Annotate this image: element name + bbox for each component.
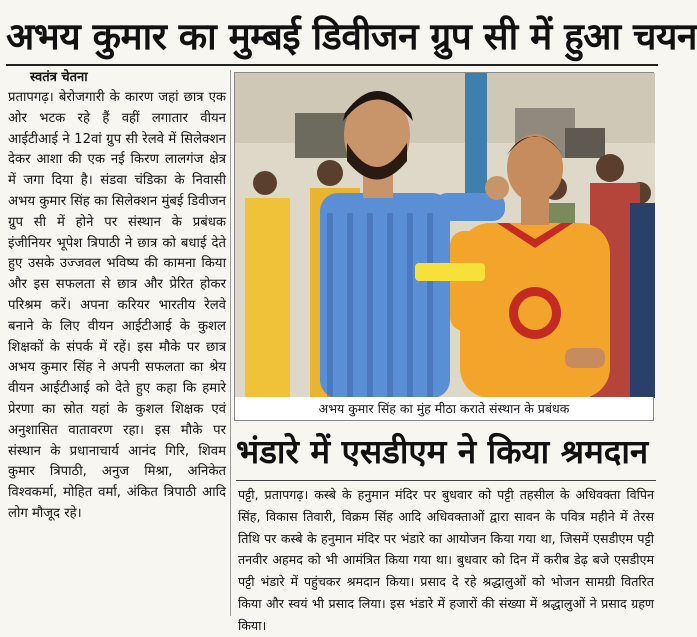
- left-article: [8, 68, 226, 614]
- headline-rule: [6, 64, 658, 66]
- column-divider: [230, 70, 231, 616]
- article-byline: स्वतंत्र चेतना: [30, 70, 88, 85]
- left-article-body: प्रतापगढ़। बेरोजगारी के कारण जहां छात्र एक ओर भटक रहे हैं वहीं लगातार वीयन आईटीआई ने 12वां ग्रुप सी रेलवे में सिलेक्शन देकर आशा की एक नई किरण लालगंज क्षेत्र में जगा दिया है। संडवा चंडिका के निवासी अभय कुमार सिंह का सिलेक्शन मुंबई डिवीजन ग्रुप सी में होने पर संस्थान के प्रबंधक इंजीनियर भूपेश त्रिपाठी ने छात्र को बधाई देते हुए उसके उज्जवल भविष्य की कामना किया और इस सफलता से छात्र और प्रेरित होकर परिश्रम करें। अपना करियर भारतीय रेलवे बनाने के लिए वीयन आईटीआई के कुशल शिक्षकों के संपर्क में रहें। इस मौके पर छात्र अभय कुमार सिंह ने अपनी सफलता का श्रेय वीयन आईटीआई को देते हुए कहा कि हमारे प्रेरणा का स्रोत यहां के कुशल शिक्षक एवं अनुशासित वातावरण रहा। इस मौके पर संस्थान के प्रधानाचार्य आनंद गिरि, शिवम कुमार त्रिपाठी, अनुज मिश्रा, अनिकेत विश्वकर्मा, मोहित वर्मा, अंकित त्रिपाठी आदि लोग मौजूद रहे।: [8, 90, 226, 521]
- second-headline-rule: [236, 480, 656, 481]
- second-article-headline: भंडारे में एसडीएम ने किया श्रमदान: [236, 432, 649, 471]
- news-photo: [234, 72, 654, 397]
- second-article-body: पट्टी, प्रतापगढ़। कस्बे के हनुमान मंदिर पर बुधवार को पट्टी तहसील के अधिवक्ता विपिन सिंह, विकास तिवारी, विक्रम सिंह आदि अधिवक्ताओं द्वारा सावन के पवित्र महीने में तेरस तिथि पर कस्बे के हनुमान मंदिर पर भंडारे का आयोजन किया गया था, जिसमें एसडीएम पट्टी तनवीर अहमद को भी आमंत्रित किया गया था। बुधवार को दिन में करीब डेढ़ बजे एसडीएम पट्टी भंडारे में पहुंचकर श्रमदान किया। प्रसाद दे रहे श्रद्धालुओं को भोजन सामग्री वितरित किया और स्वयं भी प्रसाद लिया। इस भंडारे में हजारों की संख्या में श्रद्धालुओं ने प्रसाद ग्रहण किया।: [238, 487, 654, 633]
- main-headline: अभय कुमार का मुम्बई डिवीजन ग्रुप सी में हुआ चयन: [6, 14, 697, 58]
- photo-caption: अभय कुमार सिंह का मुंह मीठा कराते संस्थान के प्रबंधक: [234, 397, 654, 421]
